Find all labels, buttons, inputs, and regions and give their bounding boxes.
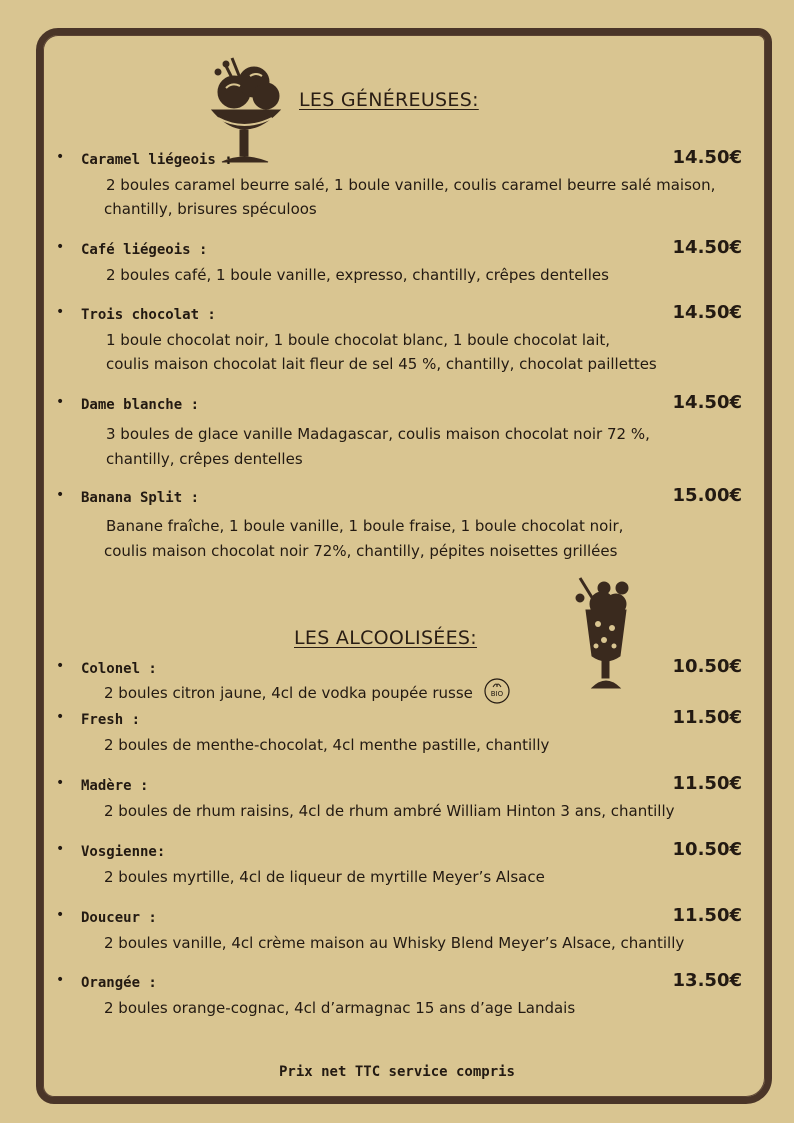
bullet: • <box>56 972 65 988</box>
bullet: • <box>56 775 65 791</box>
item-name: Orangée : <box>81 975 157 991</box>
item-description-line2: coulis maison chocolat noir 72%, chantilly, pépites noisettes grillées <box>104 542 618 560</box>
bullet: • <box>56 658 65 674</box>
item-description <box>104 681 510 706</box>
item-name: Colonel : <box>81 661 157 677</box>
footer-price-note: Prix net TTC service compris <box>278 1064 515 1080</box>
item-description: 2 boules de rhum raisins, 4cl de rhum ambré William Hinton 3 ans, chantilly <box>104 802 675 820</box>
bullet: • <box>56 487 65 503</box>
item-name: Vosgienne: <box>81 844 166 860</box>
item-price: 13.50€ <box>672 970 742 991</box>
item-price: 14.50€ <box>672 302 742 323</box>
item-description: 2 boules de menthe-chocolat, 4cl menthe pastille, chantilly <box>104 736 550 754</box>
item-description-line2: chantilly, crêpes dentelles <box>106 450 303 468</box>
bullet: • <box>56 239 65 255</box>
item-price: 11.50€ <box>672 905 742 926</box>
item-description: 2 boules orange-cognac, 4cl d’armagnac 15 ans d’age Landais <box>104 999 576 1017</box>
item-description: 1 boule chocolat noir, 1 boule chocolat blanc, 1 boule chocolat lait, <box>106 331 611 349</box>
item-description: 2 boules café, 1 boule vanille, expresso, chantilly, crêpes dentelles <box>106 266 609 284</box>
item-price: 11.50€ <box>672 707 742 728</box>
item-description-line2: coulis maison chocolat lait fleur de sel 45 %, chantilly, chocolat paillettes <box>106 355 657 373</box>
section-title-genereuses: LES GÉNÉREUSES: <box>299 89 479 111</box>
item-price: 10.50€ <box>672 656 742 677</box>
item-name: Madère : <box>81 778 149 794</box>
item-description-line2: chantilly, brisures spéculoos <box>104 200 317 218</box>
item-price: 15.00€ <box>672 485 742 506</box>
item-price: 14.50€ <box>672 237 742 258</box>
section-title-alcoolisees: LES ALCOOLISÉES: <box>294 627 477 649</box>
item-description: 2 boules myrtille, 4cl de liqueur de myrtille Meyer’s Alsace <box>104 868 545 886</box>
bullet: • <box>56 149 65 165</box>
bullet: • <box>56 907 65 923</box>
item-name: Banana Split : <box>81 490 200 506</box>
bio-badge-text: BIO <box>490 689 503 698</box>
bullet: • <box>56 304 65 320</box>
item-description: 2 boules caramel beurre salé, 1 boule vanille, coulis caramel beurre salé maison, <box>106 176 716 194</box>
item-description: Banane fraîche, 1 boule vanille, 1 boule fraise, 1 boule chocolat noir, <box>106 517 624 535</box>
item-description-text: 2 boules citron jaune, 4cl de vodka poupée russe <box>104 684 473 702</box>
item-name: Fresh : <box>81 712 141 728</box>
item-description: 2 boules vanille, 4cl crème maison au Whisky Blend Meyer’s Alsace, chantilly <box>104 934 685 952</box>
item-price: 11.50€ <box>672 773 742 794</box>
item-name: Douceur : <box>81 910 157 926</box>
item-description: 3 boules de glace vanille Madagascar, coulis maison chocolat noir 72 %, <box>106 425 650 443</box>
item-name: Dame blanche : <box>81 397 200 413</box>
item-name: Caramel liégeois : <box>81 152 233 168</box>
bullet: • <box>56 709 65 725</box>
ice-cream-sundae-icon <box>204 52 286 168</box>
item-name: Trois chocolat : <box>81 307 216 323</box>
item-price: 10.50€ <box>672 839 742 860</box>
bullet: • <box>56 394 65 410</box>
bullet: • <box>56 841 65 857</box>
bio-leaf-icon <box>484 678 510 704</box>
item-price: 14.50€ <box>672 147 742 168</box>
item-name: Café liégeois : <box>81 242 208 258</box>
item-price: 14.50€ <box>672 392 742 413</box>
parfait-glass-icon <box>574 574 636 694</box>
